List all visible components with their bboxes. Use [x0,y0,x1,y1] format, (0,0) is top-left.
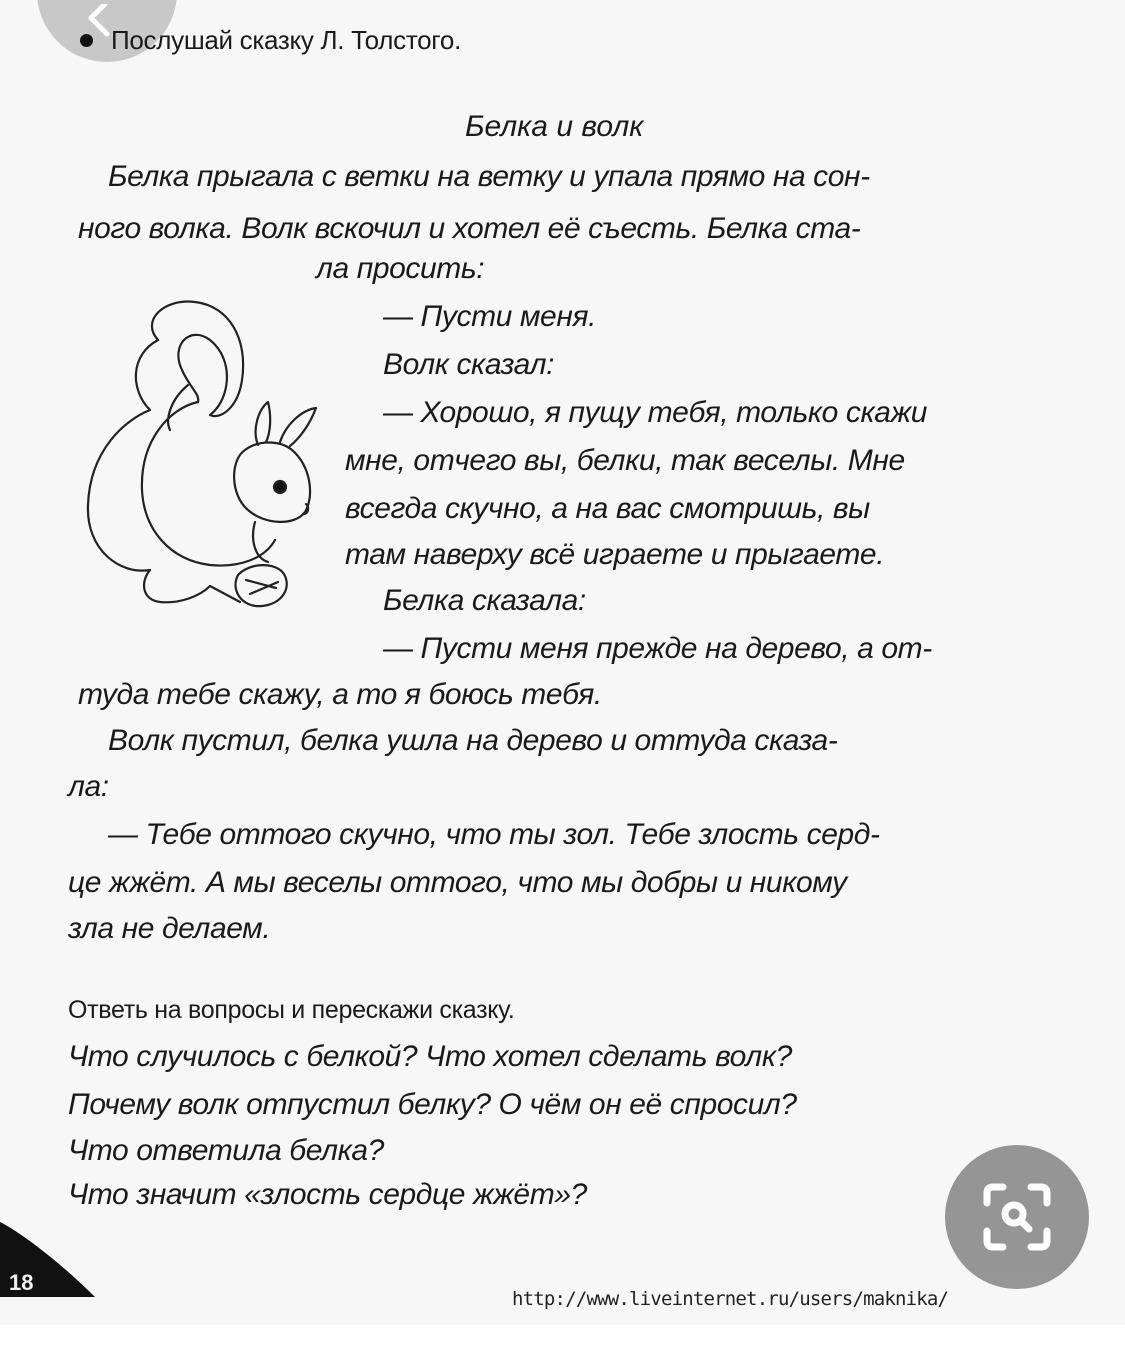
image-search-icon [983,1183,1051,1251]
story-line: туда тебе скажу, а то я боюсь тебя. [78,678,602,711]
story-line: Белка прыгала с ветки на ветку и упала прямо на сон- [108,160,870,193]
story-line: мне, отчего вы, белки, так веселы. Мне [345,444,905,477]
question-item: Что случилось с белкой? Что хотел сделать волк? [68,1040,792,1073]
story-line: — Хорошо, я пущу тебя, только скажи [383,396,928,429]
page-number: 18 [9,1270,34,1295]
story-title: Белка и волк [465,110,644,143]
bottom-strip [0,1325,1125,1360]
story-line: ла: [68,770,109,803]
question-item: Что значит «злость сердце жжёт»? [68,1178,587,1211]
bullet-icon [80,34,93,47]
story-line: зла не делаем. [68,912,271,945]
questions-heading: Ответь на вопросы и перескажи сказку. [68,996,515,1024]
story-line: — Тебе оттого скучно, что ты зол. Тебе злость серд- [108,818,880,851]
squirrel-illustration [70,290,335,630]
story-line: ла просить: [316,252,485,285]
question-item: Почему волк отпустил белку? О чём он её спросил? [68,1088,797,1121]
story-line: це жжёт. А мы веселы оттого, что мы добры и никому [68,866,847,899]
source-url: http://www.liveinternet.ru/users/maknika/ [512,1288,949,1310]
story-line: Белка сказала: [383,584,586,617]
story-line: всегда скучно, а на вас смотришь, вы [345,492,870,525]
story-line: — Пусти меня. [383,300,597,333]
story-line: — Пусти меня прежде на дерево, а от- [383,632,932,665]
story-line: там наверху всё играете и прыгаете. [345,538,885,571]
question-item: Что ответила белка? [68,1134,384,1167]
instruction-text: Послушай сказку Л. Толстого. [80,25,461,56]
visual-search-button[interactable] [945,1145,1089,1289]
story-line: Волк пустил, белка ушла на дерево и оттуда сказа- [108,724,838,757]
story-line: ного волка. Волк вскочил и хотел её съесть. Белка ста- [78,212,861,245]
story-line: Волк сказал: [383,348,555,381]
